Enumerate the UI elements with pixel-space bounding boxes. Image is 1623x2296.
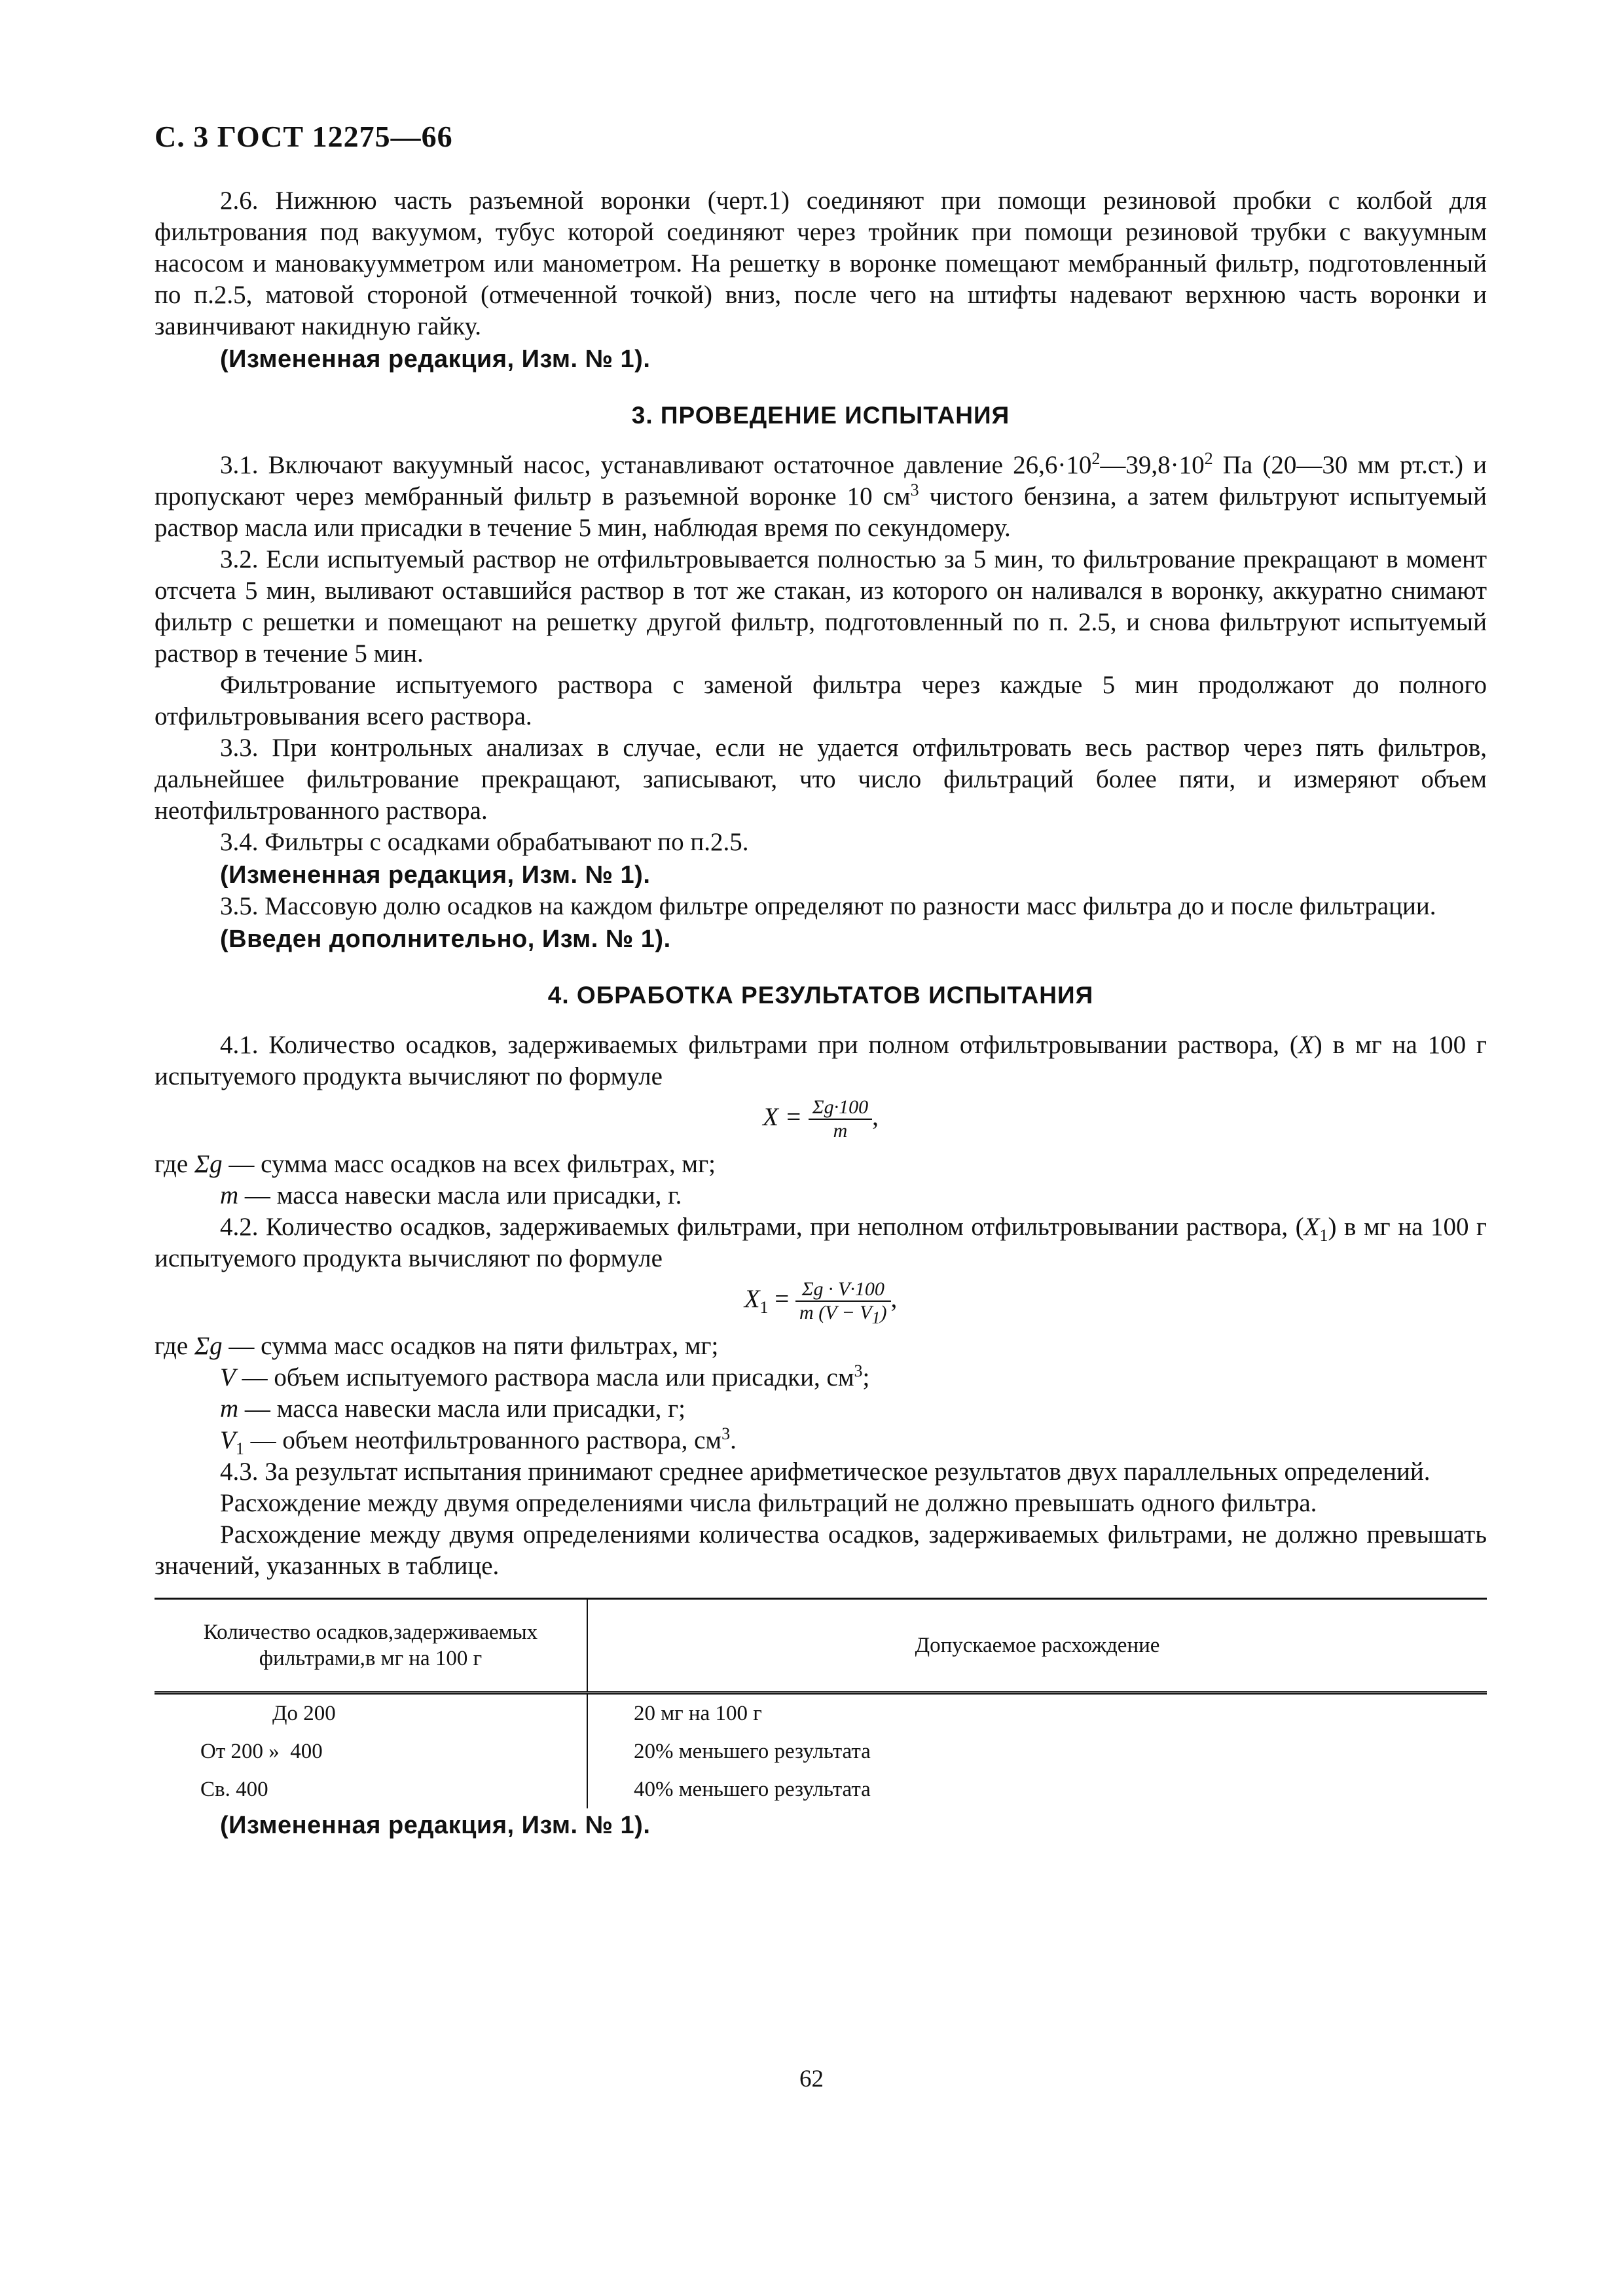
page-number: 62 bbox=[799, 2066, 824, 2092]
paragraph-4-2: 4.2. Количество осадков, задерживаемых фильтрами, при неполном отфильтровывании раствора, $(X_1)$ в мг на 100 г испытуемого продукта вычисляют по формуле bbox=[155, 1213, 1487, 1272]
section-4-title: 4. ОБРАБОТКА РЕЗУЛЬТАТОВ ИСПЫТАНИЯ bbox=[547, 982, 1094, 1009]
definition-sum-g-five: где Σg — сумма масс осадков на пяти фильтрах, мг; bbox=[155, 1332, 719, 1360]
definition-sum-g: где Σg — сумма масс осадков на всех фильтрах, мг; bbox=[155, 1150, 716, 1178]
table-header-cell: Количество осадков,задерживаемых фильтрами,в мг на 100 г bbox=[155, 1599, 587, 1693]
table-cell: 20% меньшего результата bbox=[634, 1740, 871, 1763]
page-header: С. 3 ГОСТ 12275—66 bbox=[155, 120, 453, 153]
addition-note: (Введен дополнительно, Изм. № 1). bbox=[220, 925, 671, 953]
paragraph-3-1: 3.1. Включают вакуумный насос, устанавливают остаточное давление $26,6\cdot 10^2—39,8\cdot 10^2$ Па (20—30 мм рт.ст.) и пропускают через мембранный фильтр в разъемной воронке 10 $см^3$ чистого бензина, а затем фильтруют испытуемый раствор масла или присадки в течение 5 мин, наблюдая время по секундомеру. bbox=[155, 449, 1487, 542]
definition-m: m — масса навески масла или присадки, г. bbox=[220, 1181, 682, 1210]
table-cell: Св. 400 bbox=[155, 1770, 587, 1808]
definition-v1: $V_1$ — объем неотфильтрованного раствора, $см^3$. bbox=[220, 1424, 737, 1458]
section-3-title: 3. ПРОВЕДЕНИЕ ИСПЫТАНИЯ bbox=[631, 402, 1010, 429]
table-cell: 40% меньшего результата bbox=[634, 1778, 871, 1801]
paragraph-4-3-c: Расхождение между двумя определениями количества осадков, задерживаемых фильтрами, не должно превышать значений, указанных в таблице. bbox=[155, 1520, 1487, 1580]
table-row bbox=[155, 1770, 1487, 1808]
paragraph-2-6: 2.6. Нижнюю часть разъемной воронки (черт.1) соединяют при помощи резиновой пробки с колбой для фильтрования под вакуумом, тубус которой соединяют через тройник при помощи резиновой трубки с вакуумным насосом и мановакуумметром или манометром. На решетку в воронке помещают мембранный фильтр, подготовленный по п.2.5, матовой стороной (отмеченной точкой) вниз, после чего на штифты надевают верхнюю часть воронки и завинчивают накидную гайку. bbox=[155, 187, 1487, 340]
table-header-cell: Допускаемое расхождение bbox=[587, 1599, 1487, 1693]
amendment-note: (Измененная редакция, Изм. № 1). bbox=[220, 1812, 651, 1839]
tolerance-table bbox=[155, 1598, 1487, 1808]
paragraph-4-3-b: Расхождение между двумя определениями числа фильтраций не должно превышать одного фильтра. bbox=[220, 1489, 1317, 1517]
paragraph-4-3: 4.3. За результат испытания принимают среднее арифметическое результатов двух параллельных определений. bbox=[220, 1458, 1431, 1486]
paragraph-3-2: 3.2. Если испытуемый раствор не отфильтровывается полностью за 5 мин, то фильтрование прекращают в момент отсчета 5 мин, выливают оставшийся раствор в тот же стакан, из которого он наливался в воронку, аккуратно снимают фильтр с решетки и помещают на решетку другой фильтр, подготовленный по п. 2.5, и снова фильтруют испытуемый раствор в течение 5 мин. bbox=[155, 545, 1487, 668]
amendment-note: (Измененная редакция, Изм. № 1). bbox=[220, 346, 651, 373]
paragraph-3-4: 3.4. Фильтры с осадками обрабатывают по п.2.5. bbox=[220, 828, 749, 856]
amendment-note: (Измененная редакция, Изм. № 1). bbox=[220, 861, 651, 889]
paragraph-3-2-cont: Фильтрование испытуемого раствора с заменой фильтра через каждые 5 мин продолжают до полного отфильтровывания всего раствора. bbox=[155, 671, 1487, 730]
formula-x1: $X_1$ = $\frac{\Sigma g \cdot V\cdot 100}{m (V - V_1)}$ , bbox=[744, 1278, 898, 1327]
definition-v: V — объем испытуемого раствора масла или присадки, $см^3$; bbox=[220, 1361, 870, 1391]
table-cell: 20 мг на 100 г bbox=[634, 1702, 762, 1725]
table-row bbox=[155, 1693, 1487, 1733]
document-body bbox=[155, 185, 1487, 1841]
definition-m2: m — масса навески масла или присадки, г; bbox=[220, 1395, 685, 1423]
table-row bbox=[155, 1732, 1487, 1770]
formula-x: X = $\frac{\Sigma g\cdot 100}{m}$ , bbox=[763, 1096, 879, 1141]
table-cell: До 200 bbox=[155, 1693, 587, 1733]
paragraph-3-5: 3.5. Массовую долю осадков на каждом фильтре определяют по разности масс фильтра до и после фильтрации. bbox=[220, 892, 1436, 920]
paragraph-4-1: 4.1. Количество осадков, задерживаемых фильтрами при полном отфильтровывании раствора, (X) в мг на 100 г испытуемого продукта вычисляют по формуле bbox=[155, 1031, 1487, 1090]
table-cell: От 200 » 400 bbox=[155, 1732, 587, 1770]
paragraph-3-3: 3.3. При контрольных анализах в случае, если не удается отфильтровать весь раствор через пять фильтров, дальнейшее фильтрование прекращают, записывают, что число фильтраций более пяти, и измеряют объем неотфильтрованного раствора. bbox=[155, 734, 1487, 825]
